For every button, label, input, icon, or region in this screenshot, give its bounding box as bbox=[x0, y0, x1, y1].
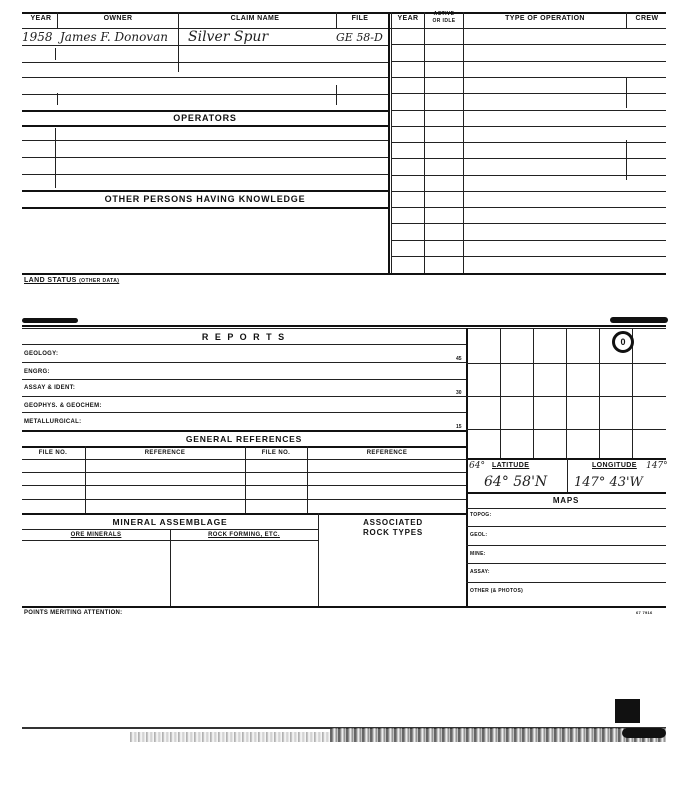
reports-top-rule bbox=[22, 328, 666, 329]
col-divider bbox=[424, 12, 425, 274]
refs-rule bbox=[22, 459, 466, 460]
latitude-label: LATITUDE bbox=[492, 462, 530, 469]
maps-rule bbox=[466, 545, 666, 546]
location-divider bbox=[466, 328, 468, 606]
land-status-subtitle: (OTHER DATA) bbox=[79, 278, 120, 284]
row-rule bbox=[22, 77, 388, 78]
reports-rule bbox=[22, 379, 466, 380]
ops-row-rule bbox=[392, 223, 666, 224]
entry-file: GE 58-D bbox=[336, 31, 383, 44]
header-rule bbox=[22, 28, 666, 29]
grid-line bbox=[500, 328, 501, 458]
header-claim-name: CLAIM NAME bbox=[230, 15, 280, 22]
refs-rule bbox=[22, 446, 466, 448]
col-divider bbox=[567, 458, 568, 492]
grid-line bbox=[566, 328, 567, 458]
ops-header-type: TYPE OF OPERATION bbox=[505, 15, 585, 22]
location-rule bbox=[466, 492, 666, 494]
ops-row-rule bbox=[392, 240, 666, 241]
points-meriting-attention: POINTS MERITING ATTENTION: bbox=[24, 610, 123, 616]
grid-line bbox=[466, 396, 666, 397]
reports-rule bbox=[22, 396, 466, 397]
ops-row-rule bbox=[392, 110, 666, 111]
rock-forming: ROCK FORMING, ETC. bbox=[208, 532, 280, 538]
row-rule bbox=[22, 157, 388, 158]
refs-reference-2: REFERENCE bbox=[366, 450, 408, 456]
refs-rule bbox=[22, 485, 466, 486]
maps-assay: ASSAY: bbox=[470, 569, 490, 575]
grid-line bbox=[466, 363, 666, 364]
report-assay: ASSAY & IDENT: bbox=[24, 385, 76, 391]
ops-row-rule bbox=[392, 126, 666, 127]
row-rule bbox=[22, 140, 388, 141]
col-divider bbox=[626, 140, 627, 180]
maps-mine: MINE: bbox=[470, 551, 486, 557]
row-rule bbox=[22, 62, 388, 63]
col-divider bbox=[318, 513, 319, 606]
col-divider bbox=[57, 12, 58, 28]
associated-line2: ROCK TYPES bbox=[362, 528, 423, 537]
col-divider bbox=[178, 12, 179, 72]
refs-rule bbox=[22, 499, 466, 500]
redaction-mark bbox=[610, 317, 668, 323]
ops-row-rule bbox=[392, 191, 666, 192]
row-rule bbox=[22, 94, 388, 95]
header-year: YEAR bbox=[30, 15, 52, 22]
entry-claim-name: Silver Spur bbox=[188, 29, 269, 45]
scan-blot bbox=[622, 728, 666, 738]
scan-noise bbox=[330, 728, 666, 742]
ops-row-rule bbox=[392, 175, 666, 176]
row-rule bbox=[22, 110, 388, 112]
report-geophys: GEOPHYS. & GEOCHEM: bbox=[24, 403, 102, 409]
form-code: 67 7916 bbox=[636, 610, 653, 615]
grid-location-mark: 0 bbox=[612, 331, 634, 353]
refs-file-no-1: FILE NO. bbox=[38, 450, 68, 456]
ops-row-rule bbox=[392, 61, 666, 62]
center-divider bbox=[391, 12, 392, 274]
col-divider bbox=[336, 12, 337, 28]
reports-rule bbox=[22, 412, 466, 413]
redaction-mark bbox=[22, 318, 78, 323]
ops-row-rule bbox=[392, 158, 666, 159]
section-bottom-rule bbox=[22, 273, 666, 275]
row-rule bbox=[22, 125, 388, 127]
reports-title: R E P O R T S bbox=[201, 332, 287, 342]
land-status-label: LAND STATUS bbox=[24, 277, 77, 284]
general-refs-title: GENERAL REFERENCES bbox=[185, 434, 303, 444]
reports-rule bbox=[22, 362, 466, 363]
maps-rule bbox=[466, 508, 666, 509]
ore-minerals: ORE MINERALS bbox=[70, 532, 122, 538]
col-divider bbox=[307, 446, 308, 513]
col-divider bbox=[85, 446, 86, 513]
grid-line bbox=[466, 429, 666, 430]
entry-year: 1958 bbox=[22, 30, 53, 44]
ops-row-rule bbox=[392, 207, 666, 208]
scan-registration-mark bbox=[615, 699, 640, 723]
longitude-value: 147° 43'W bbox=[574, 475, 643, 490]
land-status-title bbox=[24, 277, 119, 284]
mineral-title: MINERAL ASSEMBLAGE bbox=[112, 517, 228, 527]
ops-header-crew: CREW bbox=[635, 15, 659, 22]
grid-line bbox=[533, 328, 534, 458]
lon-right-handwritten: 147° bbox=[646, 461, 668, 471]
maps-other: OTHER (& PHOTOS) bbox=[470, 588, 524, 594]
ops-row-rule bbox=[392, 256, 666, 257]
row-rule bbox=[22, 174, 388, 175]
ops-row-rule bbox=[392, 44, 666, 45]
ops-header-year: YEAR bbox=[397, 15, 419, 22]
maps-geol: GEOL: bbox=[470, 532, 488, 538]
reports-rule bbox=[22, 344, 466, 345]
lat-left-handwritten: 64° bbox=[469, 461, 485, 471]
tick bbox=[57, 93, 58, 105]
report-metallurgical-num: 15 bbox=[456, 424, 462, 430]
report-engrg: ENGRG: bbox=[24, 369, 50, 375]
maps-rule bbox=[466, 582, 666, 583]
col-divider bbox=[626, 12, 627, 28]
latitude-value: 64° 58'N bbox=[484, 474, 548, 490]
header-owner: OWNER bbox=[103, 15, 133, 22]
grid-line bbox=[599, 328, 600, 458]
ops-row-rule bbox=[392, 142, 666, 143]
report-geology: GEOLOGY: bbox=[24, 351, 59, 357]
scan-noise bbox=[130, 732, 330, 742]
ops-row-rule bbox=[392, 77, 666, 78]
col-divider bbox=[463, 12, 464, 274]
refs-rule bbox=[22, 513, 466, 515]
top-border bbox=[22, 12, 666, 14]
grid-line bbox=[466, 458, 666, 460]
other-persons-title: OTHER PERSONS HAVING KNOWLEDGE bbox=[104, 194, 306, 204]
col-divider bbox=[55, 128, 56, 188]
tick bbox=[55, 48, 56, 60]
header-file: FILE bbox=[351, 15, 369, 22]
ops-row-rule bbox=[392, 93, 666, 94]
associated-line1: ASSOCIATED bbox=[363, 518, 423, 527]
reports-top-rule bbox=[22, 325, 666, 327]
col-divider bbox=[245, 446, 246, 513]
longitude-label: LONGITUDE bbox=[592, 462, 637, 469]
row-rule bbox=[22, 45, 388, 46]
reports-rule bbox=[22, 430, 466, 432]
refs-file-no-2: FILE NO. bbox=[261, 450, 291, 456]
tick bbox=[336, 85, 337, 105]
bottom-rule bbox=[22, 606, 666, 608]
ops-header-idle: OR IDLE bbox=[432, 18, 456, 24]
report-metallurgical: METALLURGICAL: bbox=[24, 419, 82, 425]
report-geology-num: 45 bbox=[456, 356, 462, 362]
maps-rule bbox=[466, 563, 666, 564]
refs-reference-1: REFERENCE bbox=[144, 450, 186, 456]
maps-topog: TOPOG: bbox=[470, 512, 492, 518]
center-divider bbox=[388, 12, 390, 274]
refs-rule bbox=[22, 472, 466, 473]
row-rule bbox=[22, 207, 388, 209]
entry-owner: James F. Donovan bbox=[60, 30, 168, 44]
maps-title: MAPS bbox=[552, 496, 580, 505]
maps-rule bbox=[466, 526, 666, 527]
operators-title: OPERATORS bbox=[173, 113, 237, 123]
report-assay-num: 30 bbox=[456, 390, 462, 396]
col-divider bbox=[170, 529, 171, 606]
ops-header-active: ACTIVE bbox=[433, 11, 455, 17]
row-rule bbox=[22, 190, 388, 192]
